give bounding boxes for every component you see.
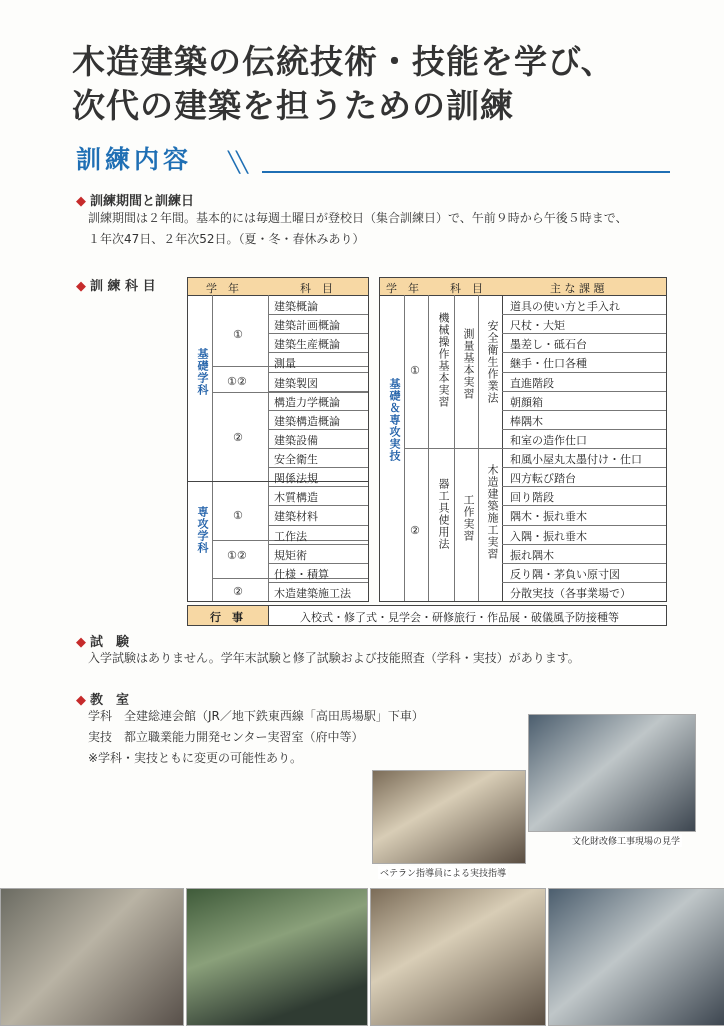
subject-item: 建築製図 xyxy=(274,376,318,390)
subject-item: 規矩術 xyxy=(274,548,307,562)
task-item: 回り階段 xyxy=(510,491,554,505)
task-item: 和風小屋丸太墨付け・仕口 xyxy=(510,453,642,466)
task-item: 隅木・振れ垂木 xyxy=(510,510,587,524)
task-item: 入隅・振れ垂木 xyxy=(510,529,587,543)
grade-12: ①② xyxy=(227,549,247,562)
exam-heading: ◆ 試 験 xyxy=(76,635,130,650)
page-title: 木造建築の伝統技術・技能を学び、 次代の建築を担うための訓練 xyxy=(72,42,615,125)
major-subjects-label: 専攻学科 xyxy=(196,506,209,554)
subject-item: 工作法 xyxy=(274,529,307,543)
task-item: 振れ隅木 xyxy=(510,548,554,562)
header-tasks: 主 な 課 題 xyxy=(550,282,605,295)
task-item: 分散実技（各事業場で） xyxy=(510,586,631,600)
photo-workshop-4 xyxy=(548,888,724,1026)
events-text: 入校式・修了式・見学会・研修旅行・作品展・破儀風予防接種等 xyxy=(300,611,619,624)
subject-item: 構造力学概論 xyxy=(274,395,340,409)
grade-1: ① xyxy=(233,509,243,522)
photo-workshop-2 xyxy=(186,888,368,1026)
task-item: 棒隅木 xyxy=(510,414,543,428)
section-title: 訓練内容 xyxy=(76,145,193,174)
task-item: 継手・仕口各種 xyxy=(510,357,587,371)
practical-subjects-table xyxy=(379,277,667,602)
subjects-heading: ◆ 訓 練 科 目 xyxy=(76,279,156,294)
period-text: 訓練期間は２年間。基本的には毎週土曜日が登校日（集合訓練日）で、午前９時から午後５時まで、 １年次47日、２年次52日。（夏・冬・春休みあり） xyxy=(88,211,628,246)
classroom-text: 学科 全建総連会館（JR／地下鉄東西線「高田馬場駅」下車） 実技 都立職業能力開発センター実習室（府中等） ※学科・実技ともに変更の可能性あり。 xyxy=(88,709,424,765)
practical-label: 基礎＆専攻実技 xyxy=(388,378,401,462)
caption-site-visit: 文化財改修工事現場の見学 xyxy=(570,834,682,847)
header-grade: 学 年 xyxy=(206,282,239,295)
subject-item: 仕様・積算 xyxy=(274,567,329,581)
task-item: 四方転び踏台 xyxy=(510,472,576,486)
events-row xyxy=(187,605,667,626)
subject-surveying: 測量基本実習 xyxy=(462,328,475,400)
grade-12: ①② xyxy=(227,375,247,388)
task-item: 尺杖・大矩 xyxy=(510,319,565,333)
classroom-heading: ◆ 教 室 xyxy=(76,693,130,708)
header-subject: 科 目 xyxy=(450,282,483,295)
grade-1: ① xyxy=(233,328,243,341)
section-rule xyxy=(262,171,670,173)
table-header xyxy=(380,278,666,296)
section-decoration: ╲╲ xyxy=(228,150,245,174)
subject-item: 建築生産概論 xyxy=(274,338,340,352)
task-item: 反り隅・茅負い原寸図 xyxy=(510,567,620,581)
subject-item: 建築構造概論 xyxy=(274,414,340,428)
subject-wooden-construction: 木造建築施工実習 xyxy=(486,464,499,560)
subject-machine-operation: 機械操作基本実習 xyxy=(437,312,450,408)
grade-2: ② xyxy=(410,524,420,537)
task-item: 和室の造作仕口 xyxy=(510,433,587,447)
exam-text: 入学試験はありません。学年末試験と修了試験および技能照査（学科・実技）があります。 xyxy=(88,651,580,665)
subject-item: 建築概論 xyxy=(274,300,318,313)
subject-item: 木質構造 xyxy=(274,491,318,505)
task-item: 道具の使い方と手入れ xyxy=(510,300,620,313)
grade-1: ① xyxy=(410,364,420,377)
period-heading: ◆ 訓練期間と訓練日 xyxy=(76,194,195,209)
subject-tools: 器工具使用法 xyxy=(437,478,450,550)
photo-instruction xyxy=(372,770,526,864)
subject-item: 木造建築施工法 xyxy=(274,586,351,600)
photo-workshop-3 xyxy=(370,888,546,1026)
task-item: 墨差し・砥石台 xyxy=(510,338,587,352)
grade-2: ② xyxy=(233,431,243,444)
grade-2: ② xyxy=(233,585,243,598)
events-label: 行 事 xyxy=(210,611,243,624)
subject-item: 安全衛生 xyxy=(274,453,318,466)
subject-item: 建築材料 xyxy=(274,510,318,524)
header-grade: 学 年 xyxy=(386,282,419,295)
caption-instruction: ベテラン指導員による実技指導 xyxy=(378,866,508,879)
basic-subjects-table xyxy=(187,277,369,602)
subject-item: 関係法規 xyxy=(274,472,318,486)
subject-item: 建築計画概論 xyxy=(274,319,340,333)
task-item: 朝顔箱 xyxy=(510,395,543,409)
photo-workshop-1 xyxy=(0,888,184,1026)
header-subject: 科 目 xyxy=(300,282,333,295)
subject-safety: 安全衛生作業法 xyxy=(486,320,499,404)
subject-workshop: 工作実習 xyxy=(462,494,475,542)
task-item: 直進階段 xyxy=(510,376,554,390)
basic-subjects-label: 基礎学科 xyxy=(196,348,209,396)
subject-item: 建築設備 xyxy=(274,433,318,447)
photo-site-visit xyxy=(528,714,696,832)
subject-item: 測量 xyxy=(274,357,296,371)
